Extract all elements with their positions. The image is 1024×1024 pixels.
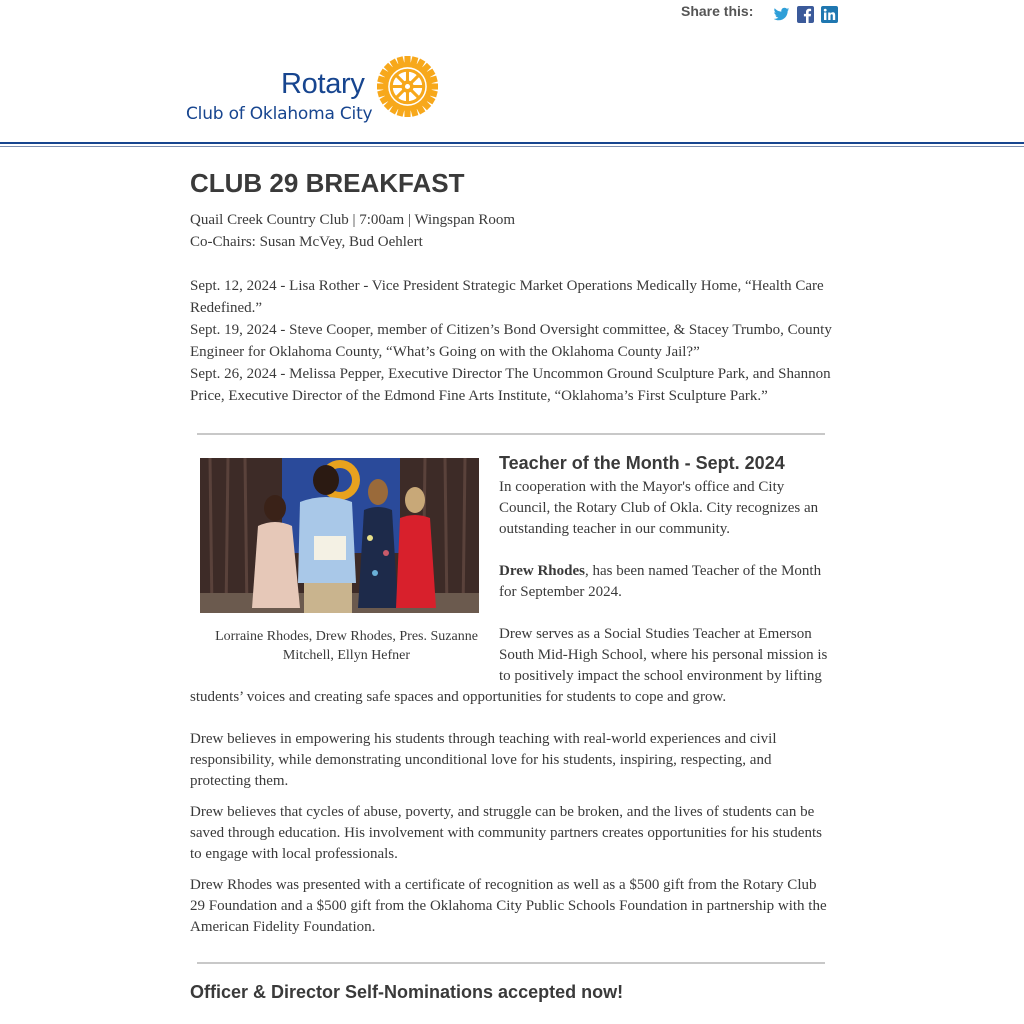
breakfast-title: CLUB 29 BREAKFAST (190, 168, 465, 198)
nominations-heading: Officer & Director Self-Nominations accepted now! (190, 982, 624, 1002)
event-item: Sept. 12, 2024 - Lisa Rother - Vice President Strategic Market Operations Medically Home, “Health Care Redefined.” (190, 278, 824, 316)
twitter-icon[interactable] (773, 6, 790, 23)
event-item: Sept. 19, 2024 - Steve Cooper, member of Citizen’s Bond Oversight committee, & Stacey Trumbo, County Engineer for Oklahoma County, “What’s Going on with the Oklahoma County Jail?” (190, 322, 832, 360)
facebook-icon[interactable] (797, 6, 814, 23)
teacher-heading: Teacher of the Month - Sept. 2024 (499, 453, 785, 473)
event-item: Sept. 26, 2024 - Melissa Pepper, Executive Director The Uncommon Ground Sculpture Park, and Shannon Price, Executive Director of the Edmond Fine Arts Institute, “Oklahoma’s First Sculpture Park.” (190, 366, 831, 404)
teacher-presented: Drew Rhodes was presented with a certificate of recognition as well as a $500 gift from the Rotary Club 29 Foundation and a $500 gift from the Oklahoma City Public Schools Foundation in partnership with the American Fidelity Foundation. (190, 877, 827, 935)
teacher-believes-2: Drew believes that cycles of abuse, poverty, and struggle can be broken, and the lives of students can be saved through education. His involvement with community partners creates opportunities for his students to engage with local professionals. (190, 804, 822, 862)
teacher-believes-1: Drew believes in empowering his students through teaching with real-world experiences and civil responsibility, while demonstrating unconditional love for his students, inspiring, respecting, and protecting them. (190, 731, 777, 789)
teacher-named-text: , has been named Teacher of the Month for September 2024. (499, 563, 822, 600)
breakfast-cochairs: Co-Chairs: Susan McVey, Bud Oehlert (190, 234, 423, 250)
photo-caption: Lorraine Rhodes, Drew Rhodes, Pres. Suzanne Mitchell, Ellyn Hefner (215, 629, 478, 663)
teacher-name: Drew Rhodes (499, 563, 585, 579)
rotary-logo[interactable] (186, 56, 438, 128)
section-divider (197, 433, 825, 435)
linkedin-icon[interactable] (821, 6, 838, 23)
section-divider (197, 962, 825, 964)
header-divider-thin (0, 146, 1024, 147)
teacher-photo[interactable] (200, 458, 479, 613)
teacher-intro: In cooperation with the Mayor's office and City Council, the Rotary Club of Okla. City recognizes an outstanding teacher in our community. (499, 479, 819, 537)
teacher-of-month-section (190, 452, 832, 708)
share-label: Share this: (681, 3, 754, 19)
logo-subtitle: Club of Oklahoma City (186, 104, 373, 124)
rotary-wheel-icon (377, 56, 438, 117)
teacher-photo-block (200, 458, 489, 665)
breakfast-venue: Quail Creek Country Club | 7:00am | Wingspan Room (190, 212, 516, 228)
newsletter-content (190, 166, 832, 1003)
logo-wordmark: Rotary (281, 68, 365, 100)
share-bar (681, 2, 838, 24)
header-divider (0, 142, 1024, 144)
teacher-serves: Drew serves as a Social Studies Teacher at Emerson South Mid-High School, where his personal mission is to positively impact the school environment by lifting students’ voices and creating safe spaces and opportunities for students to cope and grow. (190, 626, 828, 705)
